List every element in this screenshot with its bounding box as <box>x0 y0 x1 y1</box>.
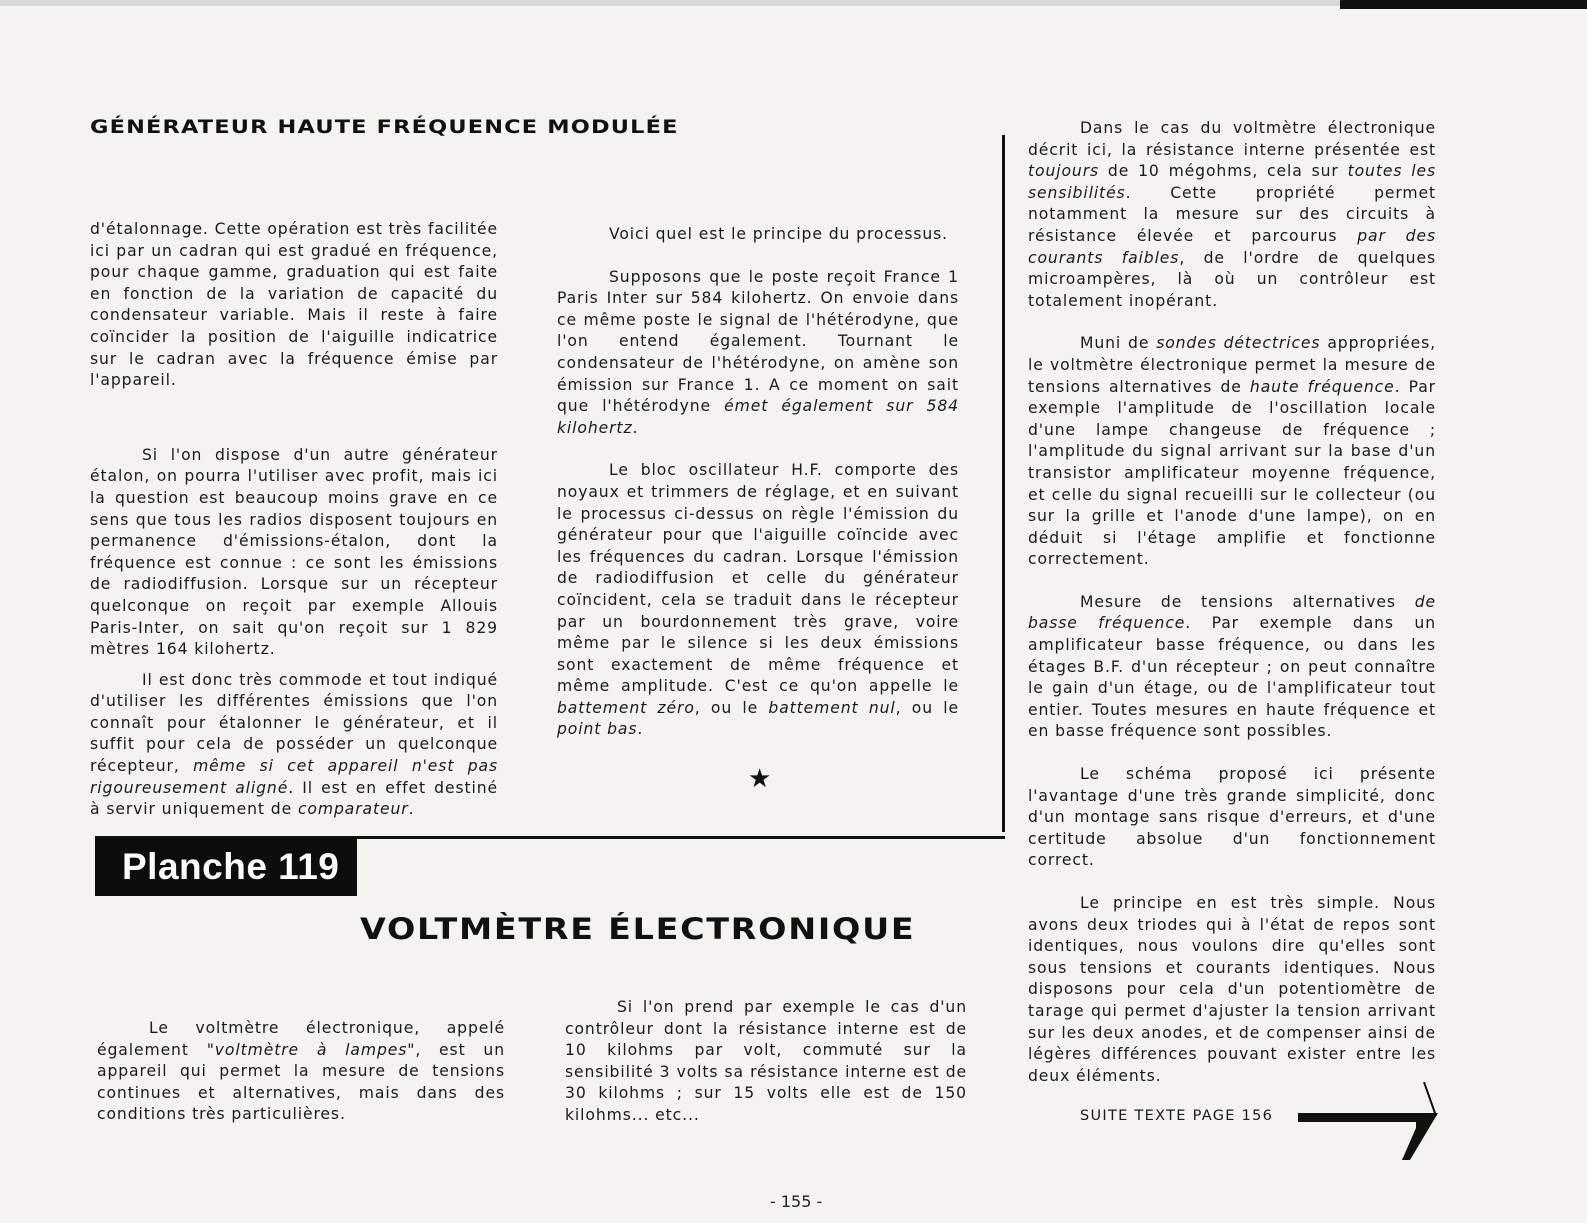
paragraph: Le principe en est très simple. Nous avons deux triodes qui à l'état de repos sont identiques, nous voulons dire qu'elles sont sous tensions et courants identiques. Nous disposons pour cela d'un potentiomètre de tarage qui permet d'ajuster la tension arrivant sur les deux anodes, et de compenser ainsi de légères différences pouvant exister entre les deux éléments. <box>1028 894 1436 1085</box>
continuation-note: SUITE TEXTE PAGE 156 <box>1080 1108 1274 1124</box>
paragraph: Dans le cas du voltmètre électronique décrit ici, la résistance interne présentée est toujours de 10 mégohms, cela sur toutes les sensibilités. Cette propriété permet notamment la mesure sur des circuits à résistance élevée et parcourus par des courants faibles, de l'ordre de quelques microampères, là où un contrôleur est totalement inopérant. <box>1028 119 1436 310</box>
section-heading-generateur: GÉNÉRATEUR HAUTE FRÉQUENCE MODULÉE <box>90 116 679 138</box>
paragraph: Le schéma proposé ici présente l'avantage d'une très grande simplicité, donc d'un montage sans risque d'erreurs, et d'une certitude absolue d'un fonctionnement correct. <box>1028 765 1436 870</box>
paragraph: Muni de sondes détectrices appropriées, le voltmètre électronique permet la mesure de tensions alternatives de haute fréquence. Par exemple l'amplitude de l'oscillation locale d'une lampe changeuse de fréquence ; l'amplitude du signal arrivant sur la base d'un transistor amplificateur moyenne fréquence, et celle du signal recueilli sur le collecteur (ou sur la grille et l'anode d'une lampe), on en déduit si l'étage amplifie et fonctionne correctement. <box>1028 334 1436 569</box>
paragraph: Le bloc oscillateur H.F. comporte des noyaux et trimmers de réglage, et en suivant le processus ci-dessus on règle l'émission du générateur pour que l'aiguille coïncide avec les fréquences du cadran. Lorsque l'émission de radiodiffusion et celle du générateur coïncident, cela se traduit dans le récepteur par un bourdonnement très grave, voire même par le silence si les deux émissions sont exactement de même fréquence et même amplitude. C'est ce qu'on appelle le battement zéro, ou le battement nul, ou le point bas. <box>557 461 959 739</box>
text-column-2 <box>557 224 959 741</box>
planche-label-badge: Planche 119 <box>95 838 357 896</box>
paragraph: Le voltmètre électronique, appelé également "voltmètre à lampes", est un appareil qui permet la mesure de tensions continues et alternatives, mais dans des conditions très particulières. <box>97 1019 506 1124</box>
vertical-column-rule <box>1002 135 1005 832</box>
text-column-3 <box>1028 118 1436 1087</box>
paragraph: Voici quel est le principe du processus. <box>609 225 949 243</box>
text-column-bottom-1 <box>97 1018 505 1126</box>
paragraph: Si l'on prend par exemple le cas d'un contrôleur dont la résistance interne est de 10 kilohms par volt, commuté sur la sensibilité 3 volts sa résistance interne est de 30 kilohms ; sur 15 volts elle est de 150 kilohms... etc... <box>565 998 967 1124</box>
star-separator-icon: ★ <box>748 764 772 794</box>
paragraph: d'étalonnage. Cette opération est très facilitée ici par un cadran qui est gradué en fréquence, pour chaque gamme, graduation qui est faite en fonction de la variation de capacité du condensateur variable. Mais il reste à faire coïncider la position de l'aiguille indicatrice sur le cadran avec la fréquence émise par l'appareil. <box>90 220 498 390</box>
continuation-arrow-icon <box>1298 1082 1448 1162</box>
text-column-1 <box>90 219 498 821</box>
page-number: - 155 - <box>770 1192 823 1211</box>
scan-top-edge-dark <box>1340 0 1587 9</box>
paragraph: Mesure de tensions alternatives de basse fréquence. Par exemple dans un amplificateur basse fréquence, ou dans les étages B.F. d'un récepteur ; on peut connaître le gain d'un étage, ou de l'amplificateur tout entier. Toutes mesures en haute fréquence et en basse fréquence sont possibles. <box>1028 592 1436 741</box>
text-column-bottom-2 <box>565 997 967 1127</box>
paragraph: Supposons que le poste reçoit France 1 Paris Inter sur 584 kilohertz. On envoie dans ce même poste le signal de l'hétérodyne, que l'on entend également. Tournant le condensateur de l'hétérodyne, on amène son émission sur France 1. A ce moment on sait que l'hétérodyne émet également sur 584 kilohertz. <box>557 267 959 437</box>
paragraph: Il est donc très commode et tout indiqué d'utiliser les différentes émissions que l'on connaît pour étalonner le générateur, et il suffit pour cela de posséder un quelconque récepteur, même si cet appareil n'est pas rigoureusement aligné. Il est en effet destiné à servir uniquement de comparateur. <box>90 670 498 819</box>
paragraph: Si l'on dispose d'un autre générateur étalon, on pourra l'utiliser avec profit, mais ici la question est beaucoup moins grave en ce sens que tous les radios disposent toujours en permanence d'émissions-étalon, dont la fréquence est connue : ce sont les émissions de radiodiffusion. Lorsque sur un récepteur quelconque on reçoit par exemple Allouis Paris-Inter, on sait qu'on reçoit sur 1 829 mètres 164 kilohertz. <box>90 445 498 659</box>
section-heading-voltmetre: VOLTMÈTRE ÉLECTRONIQUE <box>360 912 916 946</box>
